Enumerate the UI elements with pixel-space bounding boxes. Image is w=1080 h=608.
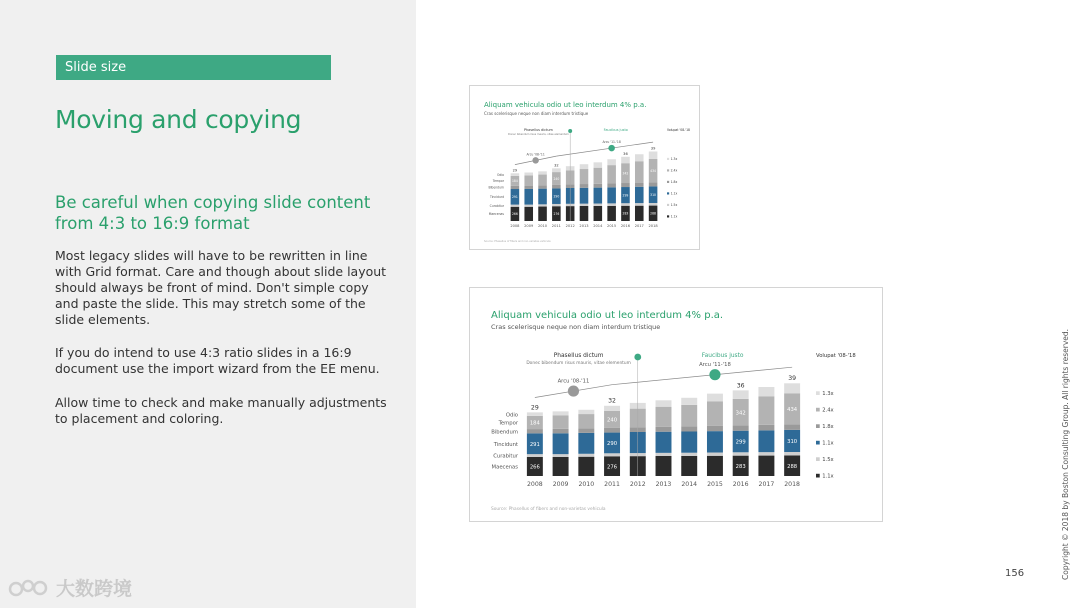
volume-swatch — [667, 192, 669, 194]
bar-total-label: 39 — [650, 146, 656, 151]
series-label-bibendum: Bibendum — [491, 429, 518, 436]
x-tick-label: 2015 — [707, 480, 723, 488]
volume-value: 1.3x — [822, 391, 834, 397]
annotation-left: Phasellus dictum — [553, 353, 604, 359]
bar-segment-tincidunt-2010 — [578, 433, 594, 454]
x-tick-label: 2014 — [681, 480, 698, 488]
bar-segment-label: 288 — [787, 463, 798, 470]
bar-segment-maecenas-2014 — [681, 456, 697, 476]
bar-segment-tincidunt-2013 — [580, 188, 589, 204]
bar-segment-curabitur-2013 — [580, 204, 589, 206]
bar-segment-maecenas-2017 — [635, 206, 644, 221]
series-label-maecenas: Maecenas — [491, 464, 518, 471]
bar-segment-curabitur-2016 — [621, 203, 630, 206]
bar-segment-curabitur-2010 — [538, 204, 547, 206]
volume-value: 1.1x — [822, 473, 834, 480]
x-tick-label: 2012 — [565, 223, 575, 228]
bar-segment-maecenas-2010 — [578, 457, 594, 476]
bar-segment-bibendum-2013 — [656, 427, 672, 432]
left-panel — [0, 0, 416, 608]
bar-segment-label: 266 — [529, 464, 540, 471]
series-label-tempor: Tempor — [498, 420, 518, 427]
x-tick-label: 2011 — [551, 223, 561, 228]
volume-value: 1.8x — [670, 180, 678, 184]
bar-segment-bibendum-2016 — [621, 183, 630, 187]
bar-total-label: 29 — [530, 404, 539, 412]
bar-segment-label: 290 — [553, 194, 560, 199]
bar-segment-label: 184 — [529, 420, 540, 427]
x-tick-label: 2013 — [655, 480, 672, 488]
cagr-marker-right — [608, 145, 614, 151]
bar-segment-bibendum-2015 — [707, 426, 723, 431]
paragraph-3: Allow time to check and make manually adjustments to placement and coloring. — [55, 395, 387, 426]
subtitle: Be careful when copying slide content from 4:3 to 16:9 format — [55, 193, 371, 233]
bar-segment-bibendum-2018 — [649, 182, 658, 186]
page-number: 156 — [1005, 568, 1025, 579]
bar-segment-label: 299 — [735, 439, 746, 446]
bar-segment-label: 184 — [511, 179, 518, 184]
bar-total-label: 36 — [736, 382, 745, 390]
bar-segment-bibendum-2011 — [604, 428, 620, 433]
cagr-label-left: Arcu '08-'11 — [526, 152, 545, 157]
bar-segment-odio-2016 — [621, 157, 630, 163]
bar-segment-label: 342 — [622, 171, 629, 176]
volume-swatch — [816, 391, 820, 395]
paragraph-2: If you do intend to use 4:3 ratio slides in a 16:9 document use the import wizard from the EE menu. — [55, 345, 380, 376]
series-label-curabitur: Curabitur — [493, 453, 518, 460]
bar-segment-label: 276 — [553, 211, 560, 216]
bar-segment-odio-2017 — [758, 387, 774, 396]
bar-segment-tincidunt-2017 — [635, 187, 644, 203]
volume-swatch — [816, 457, 820, 461]
bar-segment-tincidunt-2017 — [758, 430, 774, 452]
bar-segment-odio-2018 — [784, 383, 800, 393]
bar-segment-curabitur-2009 — [524, 205, 533, 207]
volume-swatch — [667, 215, 669, 217]
trend-line-right — [556, 142, 653, 156]
watermark — [8, 574, 132, 601]
series-label-odio: Odio — [505, 412, 518, 419]
bar-segment-maecenas-2010 — [538, 207, 547, 221]
cagr-marker-left — [568, 386, 579, 397]
bar-segment-label: 299 — [622, 193, 629, 198]
bar-segment-tempor-2017 — [758, 396, 774, 425]
bar-segment-bibendum-2008 — [527, 429, 543, 433]
slide-thumbnail-16-9 — [469, 287, 883, 522]
bar-total-label: 39 — [788, 375, 797, 383]
bar-segment-curabitur-2015 — [707, 453, 723, 456]
bar-segment-odio-2015 — [607, 159, 616, 165]
bar-segment-odio-2013 — [656, 400, 672, 406]
bar-segment-odio-2016 — [733, 390, 749, 399]
bar-segment-curabitur-2015 — [607, 203, 616, 205]
period-marker — [568, 129, 572, 133]
x-tick-label: 2009 — [524, 223, 534, 228]
bar-segment-maecenas-2015 — [707, 456, 723, 476]
bar-segment-tincidunt-2014 — [681, 432, 697, 453]
volume-swatch — [816, 424, 820, 428]
annotation-left-sub: Donec bibendum risus mauris, vitae elementum — [526, 360, 631, 366]
paragraph-1: Most legacy slides will have to be rewritten in line with Grid format. Care and though about slide layout should always be front of mind. Don't simple copy and paste the slide. This may stretch some of the slide elements. — [55, 248, 387, 327]
bar-segment-label: 291 — [529, 441, 540, 448]
bar-segment-odio-2017 — [635, 154, 644, 161]
bar-segment-bibendum-2008 — [511, 186, 520, 189]
bar-segment-tempor-2017 — [635, 161, 644, 182]
bar-segment-odio-2010 — [578, 410, 594, 414]
bar-segment-tincidunt-2009 — [524, 189, 533, 205]
volume-header: Volupat '08-'18 — [667, 128, 690, 132]
bar-segment-tincidunt-2015 — [707, 431, 723, 452]
volume-swatch — [816, 441, 820, 445]
bar-segment-curabitur-2010 — [578, 454, 594, 457]
volume-value: 1.5x — [670, 203, 678, 207]
bar-segment-bibendum-2009 — [524, 186, 533, 189]
bar-segment-odio-2009 — [524, 173, 533, 176]
bar-segment-odio-2008 — [511, 173, 520, 176]
bar-segment-odio-2018 — [649, 151, 658, 159]
bar-segment-odio-2011 — [552, 168, 561, 172]
chart-source: Source: Phasellus of fibers and non-varietas vehicula — [491, 507, 606, 512]
x-tick-label: 2018 — [648, 223, 658, 228]
bar-segment-curabitur-2011 — [604, 453, 620, 456]
bar-segment-odio-2008 — [527, 412, 543, 416]
bar-segment-label: 310 — [650, 192, 657, 197]
volume-header: Volupat '08-'18 — [816, 353, 856, 359]
series-label-tincidunt: Tincidunt — [493, 441, 518, 448]
bar-segment-bibendum-2017 — [635, 183, 644, 187]
x-tick-label: 2014 — [593, 223, 603, 228]
volume-swatch — [667, 181, 669, 183]
x-tick-label: 2015 — [607, 223, 617, 228]
bar-segment-tempor-2010 — [578, 414, 594, 428]
bar-segment-label: 283 — [735, 463, 746, 470]
bar-segment-odio-2010 — [538, 171, 547, 174]
watermark-text: 大数跨境 — [56, 578, 133, 600]
volume-value: 2.4x — [670, 168, 678, 173]
bar-segment-bibendum-2013 — [580, 184, 589, 188]
bar-segment-maecenas-2015 — [607, 206, 616, 221]
bar-segment-odio-2009 — [553, 411, 569, 415]
bar-segment-tincidunt-2015 — [607, 187, 616, 203]
bar-segment-tempor-2014 — [594, 168, 603, 184]
bar-segment-bibendum-2014 — [681, 426, 697, 431]
x-tick-label: 2010 — [578, 480, 595, 488]
cagr-marker-left — [532, 157, 538, 163]
bar-segment-label: 291 — [511, 195, 518, 200]
bar-segment-curabitur-2017 — [758, 452, 774, 455]
volume-value: 1.5x — [822, 457, 834, 463]
chart-source: Source: Phasellus of fibers and non-varietas vehicula — [484, 240, 551, 243]
bar-segment-tempor-2013 — [656, 407, 672, 427]
cagr-label-left: Arcu '08-'11 — [557, 378, 590, 385]
period-marker — [634, 354, 641, 361]
bar-segment-bibendum-2015 — [607, 183, 616, 187]
bar-total-label: 36 — [623, 151, 628, 156]
x-tick-label: 2018 — [784, 480, 801, 488]
bar-segment-bibendum-2011 — [552, 185, 561, 188]
series-label-odio: Odio — [496, 172, 504, 177]
thumbnail-title: Aliquam vehicula odio ut leo interdum 4% p.a. — [484, 101, 647, 109]
slide-thumbnail-4-3 — [469, 85, 700, 250]
bar-segment-maecenas-2009 — [553, 457, 569, 476]
bar-segment-tincidunt-2010 — [538, 189, 547, 205]
bar-segment-curabitur-2018 — [784, 452, 800, 455]
thumbnail-title: Aliquam vehicula odio ut leo interdum 4% p.a. — [491, 310, 724, 321]
bar-segment-bibendum-2014 — [594, 184, 603, 188]
bar-segment-tempor-2009 — [524, 175, 533, 185]
volume-value: 1.1x — [670, 191, 678, 196]
x-tick-label: 2016 — [732, 480, 749, 488]
volume-value: 1.3x — [670, 157, 678, 161]
series-label-curabitur: Curabitur — [489, 203, 504, 208]
bar-segment-tincidunt-2013 — [656, 432, 672, 453]
bar-total-label: 32 — [554, 163, 559, 168]
thumbnail-subtitle: Cras scelerisque neque non diam interdum tristique — [491, 323, 661, 331]
bar-segment-label: 283 — [622, 211, 629, 216]
x-tick-label: 2010 — [537, 223, 548, 228]
bar-segment-maecenas-2013 — [580, 206, 589, 221]
annotation-left: Phasellus dictum — [523, 128, 553, 132]
bar-segment-label: 276 — [607, 464, 618, 471]
bar-segment-curabitur-2014 — [681, 453, 697, 456]
cagr-label-right: Arcu '11-'18 — [602, 140, 621, 145]
bar-segment-maecenas-2009 — [524, 207, 533, 221]
bar-segment-curabitur-2013 — [656, 453, 672, 456]
bar-segment-tempor-2015 — [607, 165, 616, 183]
volume-value: 1.8x — [822, 424, 834, 430]
bar-segment-tempor-2010 — [538, 175, 547, 186]
bar-segment-odio-2015 — [707, 394, 723, 402]
bar-total-label: 29 — [512, 168, 518, 173]
bar-segment-label: 290 — [607, 441, 618, 448]
annotation-right: Faucibus justo — [603, 128, 628, 132]
x-tick-label: 2008 — [526, 480, 543, 488]
volume-swatch — [667, 158, 669, 160]
page-title: Moving and copying — [55, 105, 302, 134]
bar-segment-label: 240 — [553, 176, 560, 181]
chart-small — [470, 86, 701, 251]
bar-segment-maecenas-2014 — [594, 206, 603, 221]
volume-swatch — [667, 204, 669, 206]
volume-value: 2.4x — [822, 407, 834, 414]
watermark-logo-icon — [8, 577, 50, 599]
bar-segment-curabitur-2008 — [511, 205, 520, 207]
bar-segment-curabitur-2017 — [635, 203, 644, 206]
series-label-tempor: Tempor — [492, 179, 504, 184]
x-tick-label: 2011 — [604, 480, 620, 488]
bar-segment-tempor-2015 — [707, 402, 723, 426]
x-tick-label: 2008 — [510, 223, 520, 228]
bar-segment-bibendum-2010 — [578, 428, 594, 433]
bar-segment-label: 240 — [607, 417, 618, 424]
x-tick-label: 2012 — [629, 480, 646, 488]
section-tag: Slide size — [56, 55, 331, 80]
x-tick-label: 2017 — [758, 480, 775, 488]
bar-segment-curabitur-2018 — [649, 203, 658, 206]
bar-total-label: 32 — [608, 397, 616, 405]
annotation-left-sub: Donec bibendum risus mauris, vitae elementum — [508, 132, 569, 136]
bar-segment-bibendum-2018 — [784, 424, 800, 430]
bar-segment-curabitur-2014 — [594, 204, 603, 206]
series-label-bibendum: Bibendum — [488, 185, 504, 190]
volume-value: 1.1x — [822, 440, 834, 447]
thumbnail-subtitle: Cras scelerisque neque non diam interdum tristique — [484, 111, 589, 116]
annotation-right: Faucibus justo — [701, 353, 744, 359]
bar-segment-tempor-2009 — [553, 415, 569, 429]
bar-segment-label: 310 — [787, 439, 798, 446]
bar-segment-label: 288 — [650, 211, 657, 216]
series-label-tincidunt: Tincidunt — [489, 195, 504, 200]
bar-segment-tempor-2014 — [681, 405, 697, 426]
bar-segment-label: 434 — [787, 406, 798, 413]
bar-segment-odio-2014 — [681, 398, 697, 405]
cagr-marker-right — [709, 369, 720, 380]
volume-swatch — [667, 169, 669, 171]
bar-segment-tempor-2013 — [580, 169, 589, 184]
bar-segment-odio-2013 — [580, 164, 589, 169]
bar-segment-odio-2011 — [604, 406, 620, 411]
volume-swatch — [816, 408, 820, 412]
bar-segment-odio-2014 — [594, 162, 603, 167]
bar-segment-label: 434 — [650, 168, 657, 173]
x-tick-label: 2017 — [634, 223, 644, 228]
bar-segment-maecenas-2017 — [758, 456, 774, 476]
volume-swatch — [816, 474, 820, 478]
bar-segment-tincidunt-2009 — [553, 433, 569, 454]
volume-value: 1.1x — [670, 214, 678, 219]
bar-segment-curabitur-2016 — [733, 452, 749, 455]
copyright: Copyright © 2018 by Boston Consulting Group. All rights reserved. — [1061, 328, 1070, 580]
bar-segment-curabitur-2011 — [552, 204, 561, 206]
bar-segment-maecenas-2013 — [656, 456, 672, 476]
bar-segment-bibendum-2016 — [733, 425, 749, 430]
bar-segment-bibendum-2010 — [538, 185, 547, 188]
series-label-maecenas: Maecenas — [488, 212, 504, 217]
chart-large — [470, 288, 884, 523]
x-tick-label: 2009 — [552, 480, 569, 488]
x-tick-label: 2016 — [620, 223, 631, 228]
bar-segment-curabitur-2009 — [553, 454, 569, 457]
bar-segment-label: 342 — [735, 410, 746, 417]
cagr-label-right: Arcu '11-'18 — [699, 362, 731, 369]
bar-segment-curabitur-2008 — [527, 454, 543, 457]
bar-segment-label: 266 — [511, 212, 518, 217]
bar-segment-tincidunt-2014 — [594, 188, 603, 204]
bar-segment-bibendum-2017 — [758, 425, 774, 431]
bar-segment-bibendum-2009 — [553, 429, 569, 433]
trend-line-right — [612, 367, 792, 385]
x-tick-label: 2013 — [579, 223, 589, 228]
